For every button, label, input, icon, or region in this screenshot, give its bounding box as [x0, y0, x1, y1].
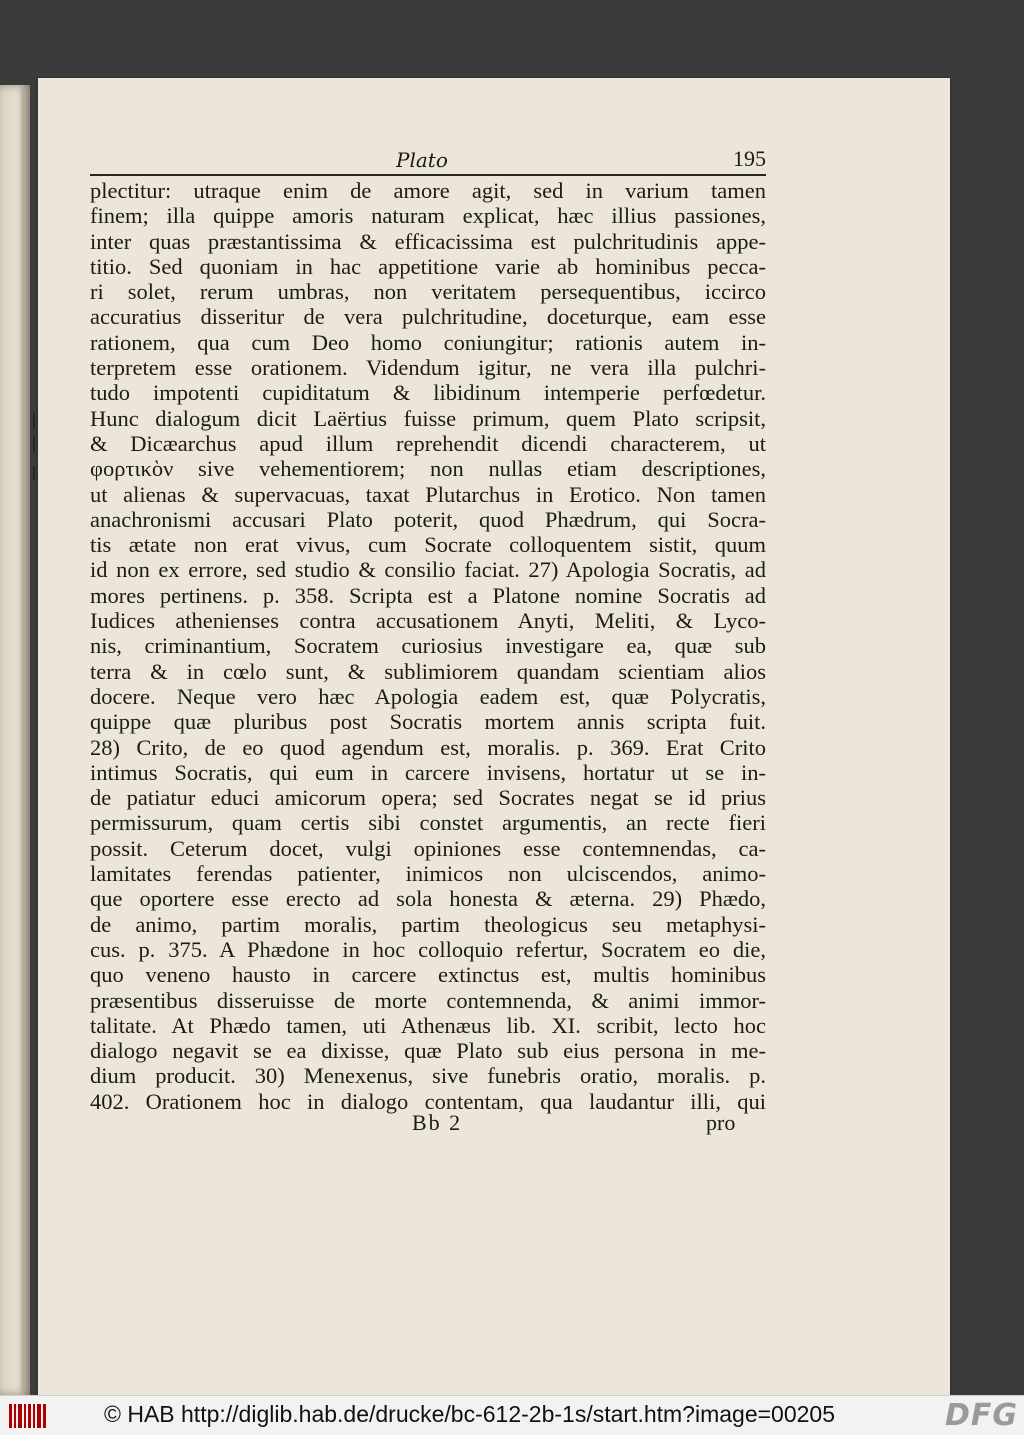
- text-line: φορτικὸν sive vehementiorem; non nullas etiam descriptiones,: [90, 456, 766, 482]
- text-line: nis, criminantium, Socratem curiosius investigare ea, quæ sub: [90, 633, 766, 659]
- page-number: 195: [733, 146, 766, 171]
- page-header: [90, 146, 766, 176]
- text-line: permissurum, quam certis sibi constet argumentis, an recte fieri: [90, 810, 766, 836]
- barcode-icon: [8, 1402, 48, 1430]
- text-line: ri solet, rerum umbras, non veritatem persequentibus, iccirco: [90, 279, 766, 305]
- adjacent-page-edge: [0, 85, 30, 1395]
- text-line: ut alienas & supervacuas, taxat Plutarchus in Erotico. Non tamen: [90, 481, 766, 507]
- text-line: inter quas præstantissima & efficacissima est pulchritudinis appe-: [90, 228, 766, 254]
- margin-mark: [33, 466, 35, 480]
- text-line: tudo impotenti cupiditatum & libidinum intemperie perfœdetur.: [90, 380, 766, 406]
- text-line: de animo, partim moralis, partim theologicus seu metaphysi-: [90, 911, 766, 937]
- info-bar: [0, 1395, 1024, 1435]
- text-line: intimus Socratis, qui eum in carcere invisens, hortatur ut se in-: [90, 759, 766, 785]
- text-line: de patiatur educi amicorum opera; sed Socrates negat se id prius: [90, 785, 766, 811]
- text-line: possit. Ceterum docet, vulgi opiniones esse contemnendas, ca-: [90, 835, 766, 861]
- text-line: plectitur: utraque enim de amore agit, sed in varium tamen: [90, 178, 766, 203]
- text-line: finem; illa quippe amoris naturam explicat, hæc illius passiones,: [90, 203, 766, 229]
- text-line: cus. p. 375. A Phædone in hoc colloquio refertur, Socratem eo die,: [90, 936, 766, 962]
- text-line: que oportere esse erecto ad sola honesta & æterna. 29) Phædo,: [90, 886, 766, 912]
- text-line: docere. Neque vero hæc Apologia eadem est, quæ Polycratis,: [90, 683, 766, 709]
- text-line: Iudices athenienses contra accusationem Anyti, Meliti, & Lyco-: [90, 608, 766, 634]
- signature-mark: Bb 2: [412, 1110, 463, 1135]
- text-line: talitate. At Phædo tamen, uti Athenæus lib. XI. scribit, lecto hoc: [90, 1012, 766, 1038]
- text-line: quo veneno hausto in carcere extinctus est, multis hominibus: [90, 962, 766, 988]
- margin-mark: [33, 413, 35, 429]
- margin-mark: [33, 436, 35, 452]
- text-line: dium producit. 30) Menexenus, sive funebris oratio, moralis. p.: [90, 1063, 766, 1089]
- text-line: lamitates ferendas patienter, inimicos non ulciscendos, animo-: [90, 861, 766, 887]
- text-line: id non ex errore, sed studio & consilio faciat. 27) Apologia Socratis, ad: [90, 557, 766, 583]
- catchword: pro: [706, 1110, 736, 1135]
- text-line: 402. Orationem hoc in dialogo contentam, qua laudantur illi, qui: [90, 1088, 766, 1114]
- text-line: 28) Crito, de eo quod agendum est, moralis. p. 369. Erat Crito: [90, 734, 766, 760]
- text-line: titio. Sed quoniam in hac appetitione varie ab hominibus pecca-: [90, 253, 766, 279]
- text-line: quippe quæ pluribus post Socratis mortem annis scripta fuit.: [90, 709, 766, 735]
- text-line: tis ætate non erat vivus, cum Socrate colloquentem sistit, quum: [90, 532, 766, 558]
- body-text: [90, 178, 766, 1114]
- text-line: præsentibus disseruisse de morte contemnenda, & animi immor-: [90, 987, 766, 1013]
- header-rule: [90, 174, 766, 176]
- running-title: Plato: [396, 148, 448, 172]
- text-line: Hunc dialogum dicit Laërtius fuisse primum, quem Plato scripsit,: [90, 405, 766, 431]
- text-line: terpretem esse orationem. Videndum igitur, ne vera illa pulchri-: [90, 355, 766, 381]
- text-line: anachronismi accusari Plato poterit, quod Phædrum, qui Socra-: [90, 506, 766, 532]
- text-line: mores pertinens. p. 358. Scripta est a Platone nomine Socratis ad: [90, 582, 766, 608]
- copyright-link[interactable]: © HAB http://diglib.hab.de/drucke/bc-612-2b-1s/start.htm?image=00205: [104, 1401, 836, 1427]
- text-line: accuratius disseritur de vera pulchritudine, doceturque, eam esse: [90, 304, 766, 330]
- text-line: terra & in cœlo sunt, & sublimiorem quandam scientiam alios: [90, 658, 766, 684]
- dfg-logo: DFG: [944, 1398, 1018, 1433]
- text-line: & Dicæarchus apud illum reprehendit dicendi characterem, ut: [90, 430, 766, 456]
- text-line: rationem, qua cum Deo homo coniungitur; rationis autem in-: [90, 329, 766, 355]
- text-line: dialogo negavit se ea dixisse, quæ Plato sub eius persona in me-: [90, 1038, 766, 1064]
